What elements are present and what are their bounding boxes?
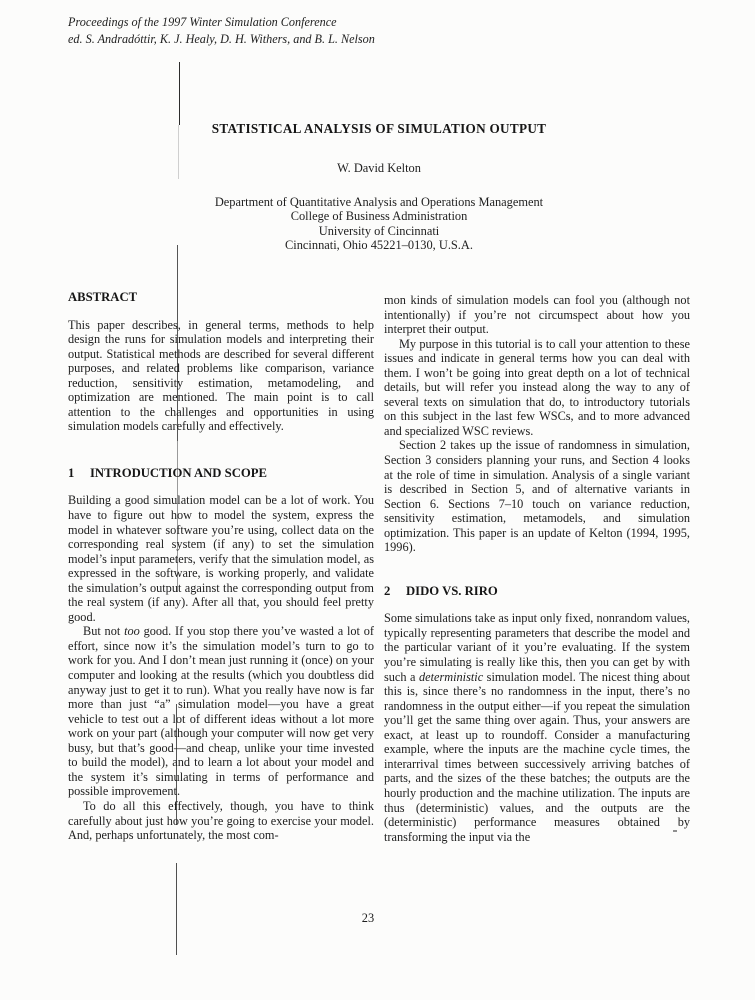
body-paragraph: mon kinds of simulation models can fool you (although not intentionally) if you’re not circumspect about how you interpret their output. bbox=[384, 293, 690, 337]
section-1-number: 1 bbox=[68, 465, 75, 480]
affiliation-line: Cincinnati, Ohio 45221–0130, U.S.A. bbox=[285, 238, 473, 253]
body-paragraph: My purpose in this tutorial is to call your attention to these issues and indicate in general terms how you can deal with them. I won’t be going into great depth on a lot of technical details, but will refer you instead along the way to any of several texts on simulation that do, to introductory tutorials on this subject in the last few WSCs, and to more advanced and specialized WSC reviews. bbox=[384, 336, 690, 438]
section-1-heading bbox=[68, 466, 374, 481]
affiliation-line: University of Cincinnati bbox=[318, 223, 440, 238]
body-paragraph: Section 2 takes up the issue of randomness in simulation, Section 3 considers planning your runs, and Section 4 looks at the role of time in simulation. Analysis of a single variant is described in Section 5, and of alternative variants in Section 6. Sections 7–10 touch on variance reduction, sensitivity estimation, metamodels, and simulation optimization. This paper is an update of Kelton (1994, 1995, 1996). bbox=[384, 438, 690, 555]
affiliation-line: College of Business Administration bbox=[290, 209, 468, 224]
section-2-number: 2 bbox=[384, 583, 391, 598]
left-column bbox=[68, 290, 374, 843]
proceedings-title: Proceedings of the 1997 Winter Simulation Conference bbox=[68, 15, 337, 29]
author-name: W. David Kelton bbox=[337, 161, 421, 175]
abstract-heading: ABSTRACT bbox=[68, 290, 138, 304]
right-column bbox=[384, 293, 690, 844]
section-1-title: INTRODUCTION AND SCOPE bbox=[90, 465, 267, 480]
section-2-title: DIDO VS. RIRO bbox=[406, 583, 498, 598]
affiliation-line: Department of Quantitative Analysis and Operations Management bbox=[214, 195, 544, 209]
proceedings-header bbox=[68, 14, 375, 48]
proceedings-editors: ed. S. Andradóttir, K. J. Healy, D. H. Withers, and B. L. Nelson bbox=[68, 32, 375, 46]
body-paragraph: To do all this effectively, though, you have to think carefully about just how you’re going to exercise your model. And, perhaps unfortunately, the most com- bbox=[68, 798, 374, 843]
body-paragraph: Some simulations take as input only fixed, nonrandom values, typically representing parameters that describe the model and the particular variant of it you’re evaluating. If the system you’re simulating is really like this, then you can get by with such a deterministic simulation model. The nicest thing about this is, since there’s no randomness in the input, there’s no randomness in the output either—if you repeat the simulation you’ll get the same thing over again. Thus, your answers are exact, at least up to roundoff. Consider a manufacturing example, where the inputs are the machine cycle times, the interarrival times between successively arriving batches of parts, and the sizes of the these batches; the outputs are the hourly production and the machine utilization. The inputs are thus (deterministic) values, and the outputs are the (deterministic) performance measures obtained by transforming the input via the bbox=[384, 611, 691, 844]
body-paragraph: Building a good simulation model can be a lot of work. You have to figure out how to model the system, express the model in whatever software you’re using, collect data on the corresponding real system (if any) to set the simulation model’s input parameters, verify that the simulation model, as expressed in the software, is working properly, and validate the simulation’s output against the corresponding output from the real system (if any). After all that, you should feel pretty good. bbox=[68, 493, 374, 624]
affiliation-block bbox=[68, 195, 690, 253]
paper-title: STATISTICAL ANALYSIS OF SIMULATION OUTPUT bbox=[211, 121, 547, 136]
body-paragraph: But not too good. If you stop there you’ve wasted a lot of effort, since now it’s the simulation model’s turn to go to work for you. And I don’t mean just running it (once) on your computer and looking at the results (which you doubtless did anyway just to get it to run). What you really have now is far more than just “a” simulation model—you have a great vehicle to test out a lot of different ideas without a lot more work on your part (although your computer will now get very busy, but that’s good—and cheap, unlike your time invested to build the model), and to learn a lot about your model and the system it’s simulating in terms of performance and possible improvement. bbox=[68, 624, 374, 799]
scan-artifact-line bbox=[179, 62, 180, 125]
page-number: 23 bbox=[361, 911, 375, 925]
scan-artifact-line bbox=[176, 863, 177, 955]
section-2-heading bbox=[384, 584, 690, 599]
abstract-paragraph: This paper describes, in general terms, methods to help design the runs for simulation models and interpreting their output. Statistical methods are described for several different purposes, and related problems like comparison, variance reduction, sensitivity estimation, metamodeling, and optimization are mentioned. The main point is to call attention to the challenges and opportunities in using simulation models carefully and effectively. bbox=[68, 317, 374, 434]
